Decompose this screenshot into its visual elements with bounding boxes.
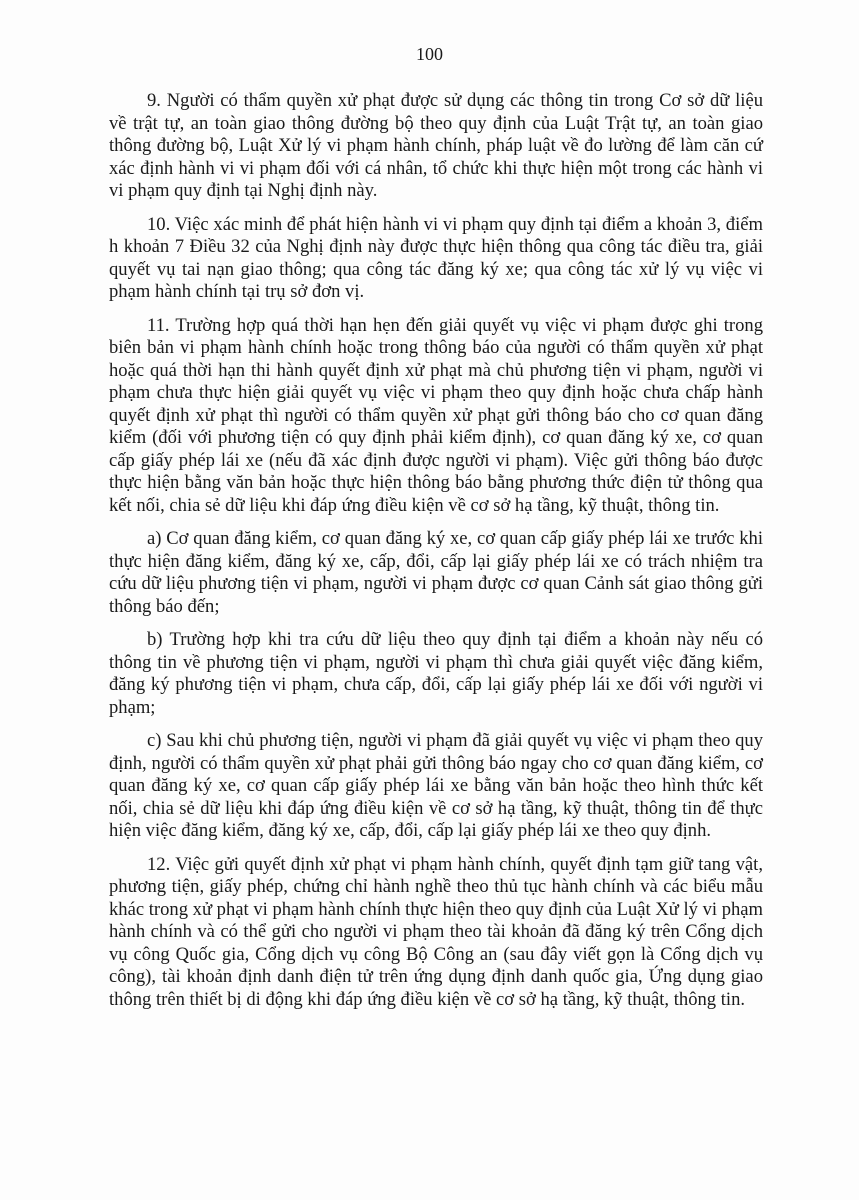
paragraph-point-b: b) Trường hợp khi tra cứu dữ liệu theo quy định tại điểm a khoản này nếu có thông tin về phương tiện vi phạm, người vi phạm thì chưa giải quyết việc đăng kiểm, đăng ký phương tiện vi phạm, chưa cấp, đổi, cấp lại giấy phép lái xe đối với người vi phạm; (109, 629, 763, 718)
paragraph-point-c: c) Sau khi chủ phương tiện, người vi phạm đã giải quyết vụ việc vi phạm theo quy định, người có thẩm quyền xử phạt phải gửi thông báo ngay cho cơ quan đăng kiểm, cơ quan đăng ký xe, cơ quan cấp giấy phép lái xe bằng văn bản hoặc theo hình thức kết nối, chia sẻ dữ liệu khi đáp ứng điều kiện về cơ sở hạ tầng, kỹ thuật, thông tin để thực hiện việc đăng kiểm, đăng ký xe, cấp, đổi, cấp lại giấy phép lái xe theo quy định. (109, 730, 763, 841)
paragraph-clause-11: 11. Trường hợp quá thời hạn hẹn đến giải quyết vụ việc vi phạm được ghi trong biên bản vi phạm hành chính hoặc trong thông báo của người có thẩm quyền xử phạt hoặc quá thời hạn thi hành quyết định xử phạt mà chủ phương tiện vi phạm, người vi phạm chưa thực hiện giải quyết vụ việc vi phạm theo quy định hoặc chưa chấp hành quyết định xử phạt thì người có thẩm quyền xử phạt gửi thông báo cho cơ quan đăng kiểm (đối với phương tiện có quy định phải kiểm định), cơ quan đăng ký xe, cơ quan cấp giấy phép lái xe (nếu đã xác định được người vi phạm). Việc gửi thông báo được thực hiện bằng văn bản hoặc thực hiện thông báo bằng phương thức điện tử thông qua kết nối, chia sẻ dữ liệu khi đáp ứng điều kiện về cơ sở hạ tầng, kỹ thuật, thông tin. (109, 314, 763, 516)
document-body (109, 90, 763, 1022)
paragraph-clause-10: 10. Việc xác minh để phát hiện hành vi vi phạm quy định tại điểm a khoản 3, điểm h khoản 7 Điều 32 của Nghị định này được thực hiện thông qua công tác điều tra, giải quyết vụ tai nạn giao thông; qua công tác đăng ký xe; qua công tác xử lý vụ việc vi phạm hành chính tại trụ sở đơn vị. (109, 213, 763, 302)
paragraph-clause-9: 9. Người có thẩm quyền xử phạt được sử dụng các thông tin trong Cơ sở dữ liệu về trật tự, an toàn giao thông đường bộ theo quy định của Luật Trật tự, an toàn giao thông đường bộ, Luật Xử lý vi phạm hành chính, pháp luật về đo lường để làm căn cứ xác định hành vi vi phạm đối với cá nhân, tổ chức khi thực hiện một trong các hành vi vi phạm quy định tại Nghị định này. (109, 90, 763, 201)
paragraph-clause-12: 12. Việc gửi quyết định xử phạt vi phạm hành chính, quyết định tạm giữ tang vật, phương tiện, giấy phép, chứng chỉ hành nghề theo thủ tục hành chính và các biểu mẫu khác trong xử phạt vi phạm hành chính thực hiện theo quy định của Luật Xử lý vi phạm hành chính và có thể gửi cho người vi phạm theo tài khoản đã đăng ký trên Cổng dịch vụ công Quốc gia, Cổng dịch vụ công Bộ Công an (sau đây viết gọn là Cổng dịch vụ công), tài khoản định danh điện tử trên ứng dụng định danh quốc gia, Ứng dụng giao thông trên thiết bị di động khi đáp ứng điều kiện về cơ sở hạ tầng, kỹ thuật, thông tin. (109, 853, 764, 1010)
paragraph-point-a: a) Cơ quan đăng kiểm, cơ quan đăng ký xe, cơ quan cấp giấy phép lái xe trước khi thực hiện đăng kiểm, đăng ký xe, cấp, đổi, cấp lại giấy phép lái xe có trách nhiệm tra cứu dữ liệu phương tiện vi phạm, người vi phạm được cơ quan Cảnh sát giao thông gửi thông báo đến; (109, 528, 763, 617)
page-number: 100 (416, 44, 443, 64)
